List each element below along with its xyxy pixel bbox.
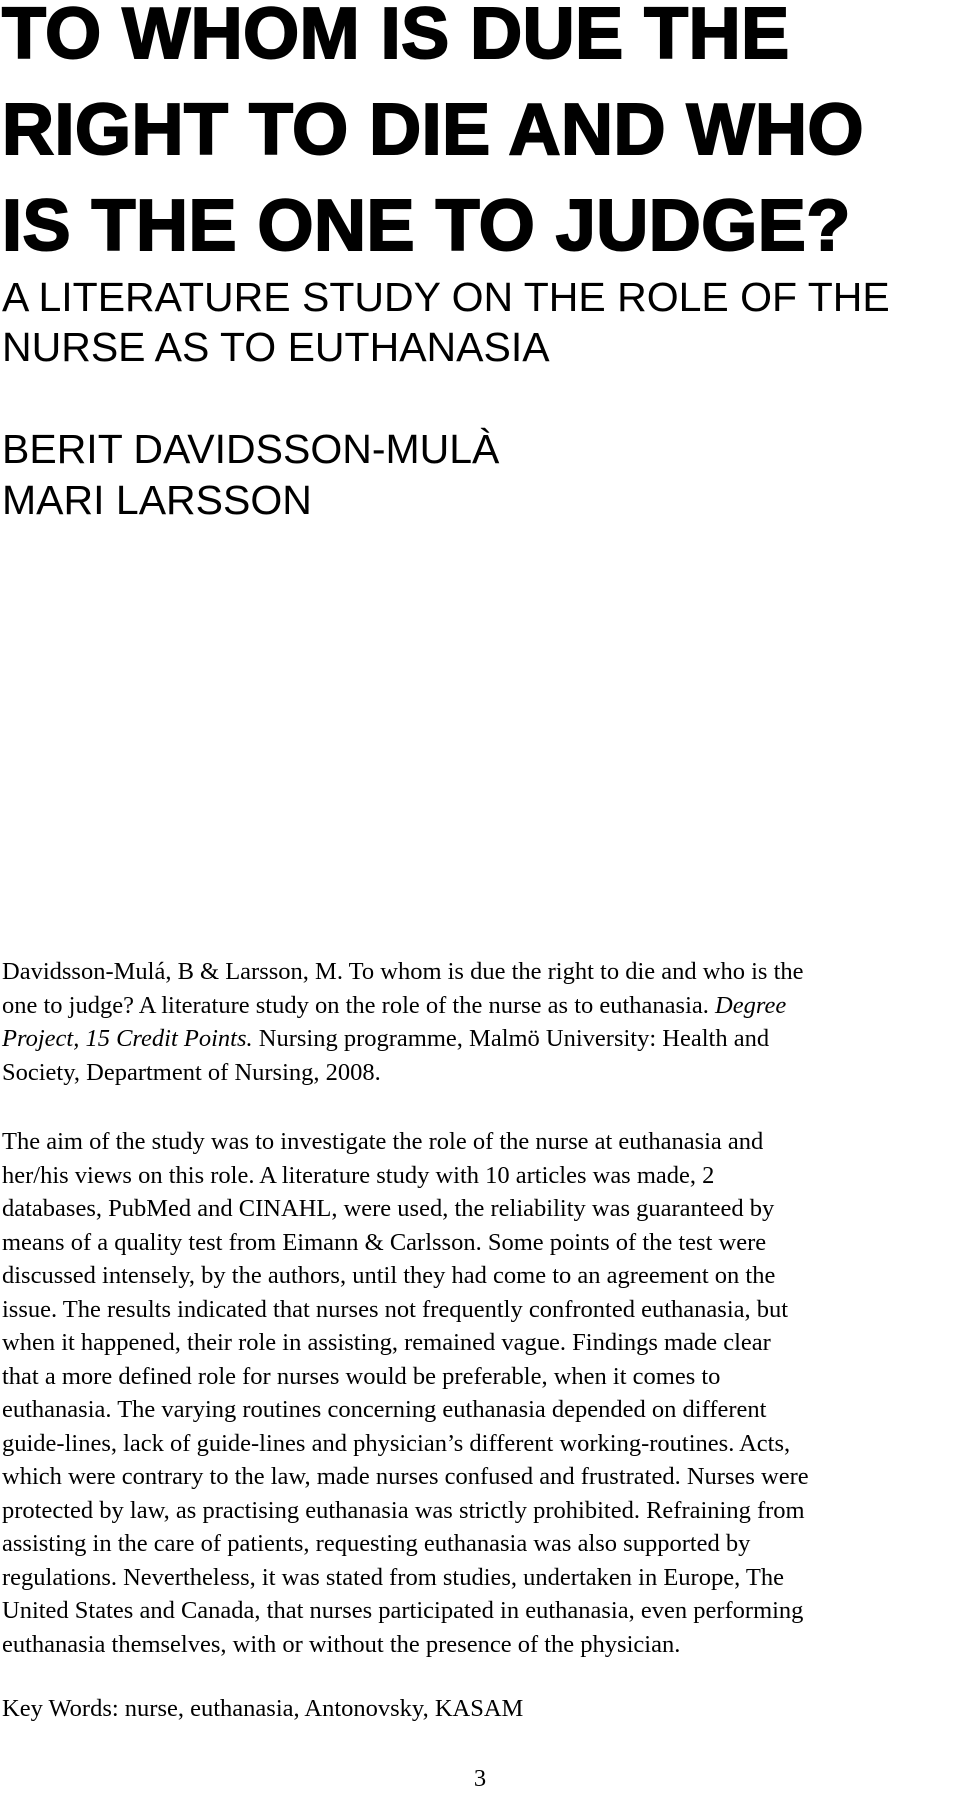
abstract-line: when it happened, their role in assisting, remained vague. Findings made clear: [2, 1329, 771, 1356]
abstract-line: euthanasia. The varying routines concerning euthanasia depended on different: [2, 1396, 767, 1423]
abstract-line: issue. The results indicated that nurses not frequently confronted euthanasia, but: [2, 1295, 789, 1323]
abstract-line: means of a quality test from Eimann & Carlsson. Some points of the test were: [2, 1228, 767, 1256]
abstract-line: discussed intensely, by the authors, until they had come to an agreement on the: [2, 1262, 776, 1289]
citation-line: Davidsson-Mulá, B & Larsson, M. To whom is due the right to die and who is the: [2, 958, 804, 985]
citation-italic-text: Project, 15 Credit Points.: [2, 1025, 253, 1052]
page-number: 3: [473, 1765, 487, 1792]
abstract-line: that a more defined role for nurses would be preferable, when it comes to: [2, 1362, 721, 1390]
subtitle-line: NURSE AS TO EUTHANASIA: [2, 324, 550, 370]
citation-text: Nursing programme, Malmö University: Health and: [252, 1025, 770, 1052]
abstract-paragraph: [2, 1125, 957, 1661]
title-line: IS THE ONE TO JUDGE?: [2, 186, 851, 266]
author-list: [2, 424, 499, 526]
abstract-line: guide-lines, lack of guide-lines and physician’s different working-routines. Acts,: [2, 1429, 791, 1457]
document-title: [2, 0, 952, 274]
abstract-line: The aim of the study was to investigate the role of the nurse at euthanasia and: [2, 1128, 764, 1155]
abstract-line: which were contrary to the law, made nurses confused and frustrated. Nurses were: [2, 1463, 809, 1490]
subtitle-line: A LITERATURE STUDY ON THE ROLE OF THE: [2, 274, 890, 320]
abstract-line: United States and Canada, that nurses participated in euthanasia, even performing: [2, 1597, 804, 1624]
citation-text: one to judge? A literature study on the role of the nurse as to euthanasia.: [2, 991, 709, 1019]
keywords-line: Key Words: nurse, euthanasia, Antonovsky, KASAM: [2, 1695, 524, 1722]
abstract-line: her/his views on this role. A literature study with 10 articles was made, 2: [2, 1161, 715, 1189]
citation-paragraph: [2, 955, 957, 1089]
document-subtitle: [2, 272, 890, 372]
abstract-line: assisting in the care of patients, requesting euthanasia was also supported by: [2, 1530, 751, 1557]
citation-line: [2, 989, 957, 1023]
abstract-line: euthanasia themselves, with or without the presence of the physician.: [2, 1630, 681, 1658]
title-line: TO WHOM IS DUE THE: [2, 0, 790, 74]
title-line: RIGHT TO DIE AND WHO: [2, 90, 864, 170]
author-name: MARI LARSSON: [2, 477, 312, 523]
abstract-line: regulations. Nevertheless, it was stated from studies, undertaken in Europe, The: [2, 1563, 784, 1591]
abstract-line: databases, PubMed and CINAHL, were used, the reliability was guaranteed by: [2, 1195, 775, 1222]
citation-line: Society, Department of Nursing, 2008.: [2, 1058, 381, 1086]
author-name: BERIT DAVIDSSON-MULÀ: [2, 426, 500, 472]
citation-line: [2, 1022, 957, 1056]
citation-italic-text: Degree: [708, 991, 787, 1019]
abstract-line: protected by law, as practising euthanasia was strictly prohibited. Refraining from: [2, 1496, 805, 1524]
